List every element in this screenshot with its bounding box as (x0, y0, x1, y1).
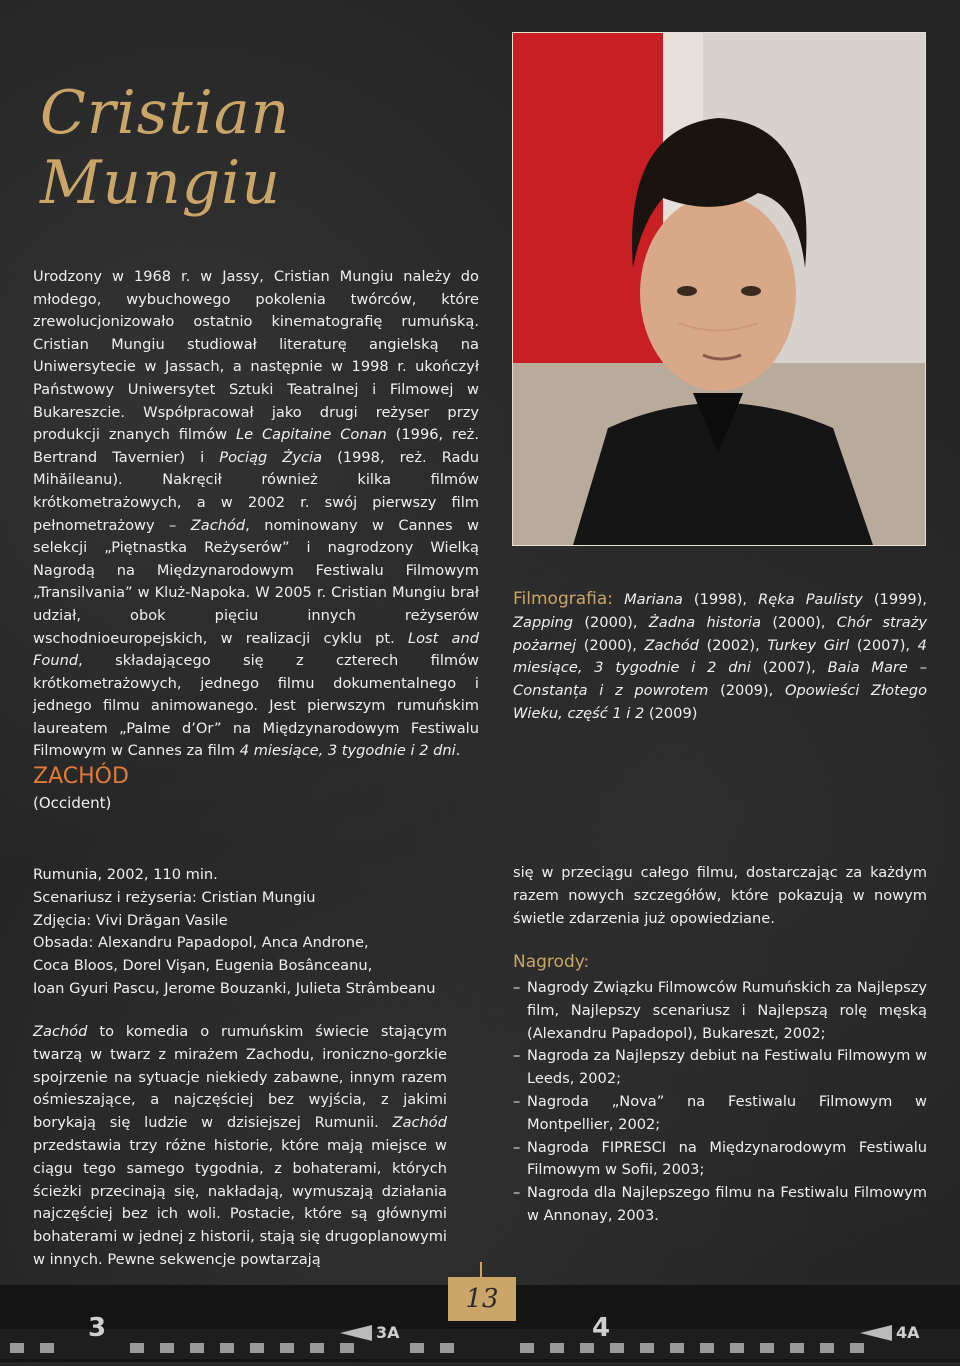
filmography-title: 4 miesiące, 3 tygodnie i 2 dni (513, 636, 927, 677)
bio-text: Urodzony w 1968 r. w Jassy, Cristian Mungiu należy do młodego, wybuchowego pokolenia twórców, które zrewolucjonizowało ostatnio kinematografię rumuńską. Cristian Mungiu studiował literaturę angielską na Uniwersytecie w Jassach, a następnie w 1998 r. ukończył Państwowy Uniwersytet Sztuki Teatralnej i Filmowej w Bukareszcie. Współpracował jako drugi reżyser przy produkcji znanych filmów (33, 268, 479, 444)
portrait-photo (512, 32, 926, 546)
awards-label: Nagrody: (513, 952, 590, 972)
filmography-year: (2000), (761, 613, 837, 631)
bio-text: , składającego się z czterech filmów krótkometrażowych, jednego filmu dokumentalnego i jednego filmu animowanego. Jest pierwszym rumuńskim laureatem „Palme d’Or” na Międzynarodowym Festiwalu Filmowym w Cannes za film (33, 652, 479, 760)
filmography-year: (2002), (698, 636, 768, 654)
list-item: – Nagroda za Najlepszy debiut na Festiwalu Filmowym w Leeds, 2002; (513, 1047, 927, 1088)
filmography-year: (2009), (708, 682, 785, 700)
frame-number: 3A (376, 1323, 400, 1342)
list-item: – Nagroda dla Najlepszego filmu na Festiwalu Filmowym w Annonay, 2003. (513, 1184, 927, 1224)
film-credits (33, 864, 479, 1001)
filmography-title: Żadna historia (648, 613, 762, 631)
description-text: przedstawia trzy różne historie, które mają miejsce w ciągu tego samego tygodnia, z bohaterami, których ścieżki przecinają się, nakładają, wymuszają działania najczęściej bez ich woli. Postacie, które są głównymi bohaterami w jednej z historii, stają się drugoplanowymi w innych. Pewne sekwencje powtarzają (33, 1136, 447, 1268)
bio-text: . (455, 742, 461, 760)
film-title: 4 miesiące, 3 tygodnie i 2 dni (239, 742, 456, 760)
bio-text: , nominowany w Cannes w selekcji „Piętnastka Reżyserów” i nagrodzony Wielką Nagrodą na Międzynarodowym Festiwalu Filmowym „Transilvania” w Kluż-Napoka. W 2005 r. Cristian Mungiu brał udział, obok pięciu innych reżyserów wschodnioeuropejskich, w realizacji cyklu pt. (33, 516, 479, 647)
filmography-year: (1999), (862, 591, 928, 608)
title-last-name: Mungiu (40, 148, 281, 218)
film-title: Zachód (392, 1114, 447, 1132)
page-number: 13 (448, 1277, 516, 1321)
film-title: Le Capitaine Conan (235, 426, 387, 444)
filmography-year: (2009) (644, 704, 698, 722)
filmography-title: Opowieści Złotego Wieku, część 1 i 2 (513, 682, 927, 722)
bio-text: (1998, reż. Radu Mihăileanu). Nakręcił również kilka filmów krótkometrażowych, a w 2002 r. swój pierwszy film pełnometrażowy – (33, 448, 479, 534)
credits-line: Coca Bloos, Dorel Vişan, Eugenia Bosânceanu, (33, 957, 373, 975)
credits-line: Obsada: Alexandru Papadopol, Anca Androne, (33, 934, 369, 952)
frame-number: 3 (88, 1313, 107, 1343)
frame-number: 4A (896, 1323, 920, 1342)
awards-list (513, 977, 927, 1228)
filmography-label: Filmografia: (513, 589, 613, 609)
film-description (33, 1021, 447, 1272)
credits-line: Rumunia, 2002, 110 min. (33, 866, 218, 883)
filmography-list (513, 591, 927, 722)
credits-line: Zdjęcia: Vivi Drăgan Vasile (33, 911, 228, 929)
film-section-title: ZACHÓD (33, 764, 129, 789)
filmography-year: (2000), (576, 636, 645, 654)
description-text: to komedia o rumuńskim świecie stającym twarzą w twarz z mirażem Zachodu, ironiczno-gorzkie spojrzenie na sytuacje niekiedy zabawne, innym razem ośmieszające, a najczęściej bez wyjścia, z jakimi borykają się ludzie w dzisiejszej Rumunii. (33, 1023, 447, 1132)
film-title: Zachód (190, 516, 246, 534)
filmography-year: (2007), (750, 659, 828, 677)
biography (33, 266, 479, 763)
list-item: – Nagrody Związku Filmowców Rumuńskich za Najlepszy film, Najlepszy scenariusz i Najlepszą rolę męską (Alexandru Papadopol), Bukareszt, 2002; (513, 979, 927, 1042)
filmography-title: Turkey Girl (767, 636, 850, 654)
bio-text: (1996, reż. Bertrand Tavernier) i (33, 426, 479, 466)
filmography-title: Zapping (513, 613, 574, 631)
credits-line: Scenariusz i reżyseria: Cristian Mungiu (33, 888, 316, 906)
portrait-illustration (513, 33, 925, 545)
filmography-title: Ręka Paulisty (758, 591, 863, 608)
filmography-year: (1998), (682, 591, 759, 608)
filmography-title: Baia Mare –Constanța i z powrotem (513, 659, 927, 700)
frame-number: 4 (592, 1313, 611, 1343)
title-first-name: Cristian (40, 78, 291, 148)
filmography-title: Chór straży pożarnej (513, 613, 928, 654)
list-item: – Nagroda FIPRESCI na Międzynarodowym Festiwalu Filmowym w Sofii, 2003; (513, 1138, 927, 1179)
film-title: Zachód (33, 1023, 88, 1040)
filmography-title: Zachód (644, 636, 699, 654)
film-title: Pociąg Życia (219, 448, 323, 466)
filmography-title: Mariana (624, 591, 683, 608)
filmography (513, 588, 927, 726)
credits-line: Ioan Gyuri Pascu, Jerome Bouzanki, Julieta Strâmbeanu (33, 979, 436, 997)
list-item: – Nagroda „Nova” na Festiwalu Filmowym w Montpellier, 2002; (513, 1092, 927, 1133)
page-title (40, 78, 460, 218)
filmography-year: (2000), (573, 613, 649, 631)
film-description-continued: się w przeciągu całego filmu, dostarczając za każdym razem nowych szczegółów, które pokazują w nowym świetle zdarzenia już opowiedziane. (513, 864, 927, 927)
film-original-title: (Occident) (33, 794, 112, 812)
film-title: Lost and Found (33, 629, 480, 670)
filmography-year: (2007), (849, 636, 918, 654)
